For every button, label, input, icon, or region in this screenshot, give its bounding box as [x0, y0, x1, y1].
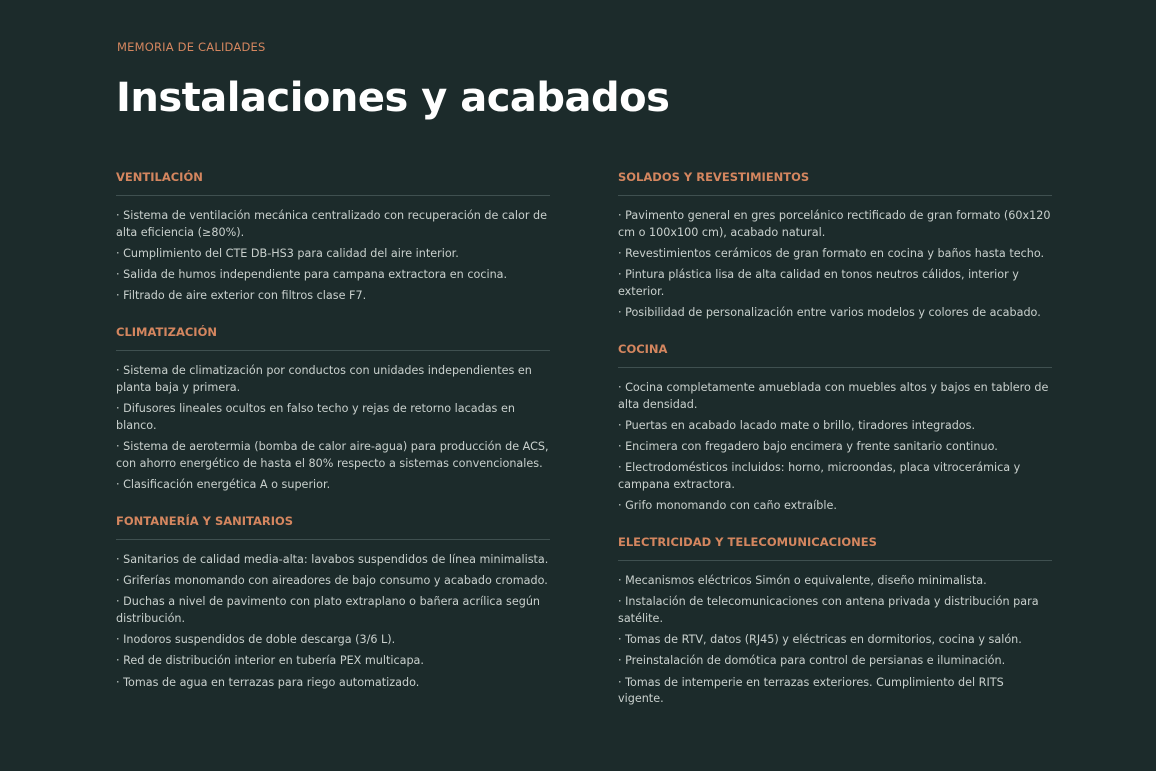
list-item: · Electrodomésticos incluidos: horno, microondas, placa vitrocerámica y campana extractora. [618, 461, 1021, 492]
list-item: · Revestimientos cerámicos de gran formato en cocina y baños hasta techo. [618, 246, 1045, 260]
list-item: · Difusores lineales ocultos en falso techo y rejas de retorno lacadas en blanco. [116, 402, 515, 432]
list-item: · Griferías monomando con aireadores de bajo consumo y acabado cromado. [116, 574, 548, 588]
section-title: SOLADOS Y REVESTIMIENTOS [618, 169, 1052, 196]
section-title: CLIMATIZACIÓN [116, 324, 550, 351]
list-item: · Inodoros suspendidos de doble descarga (3/6 L). [116, 633, 396, 647]
section-solados [618, 169, 1052, 322]
list-item: · Cumplimiento del CTE DB-HS3 para calidad del aire interior. [116, 246, 459, 260]
eyebrow-label: MEMORIA DE CALIDADES [117, 40, 266, 54]
right-column [618, 169, 1052, 708]
page-title: Instalaciones y acabados [116, 75, 670, 121]
section-list [116, 363, 550, 494]
list-item: · Pintura plástica lisa de alta calidad en tonos neutros cálidos, interior y exterior. [618, 268, 1019, 298]
list-item: · Encimera con fregadero bajo encimera y frente sanitario continuo. [618, 440, 998, 454]
section-title: VENTILACIÓN [116, 169, 550, 196]
section-ventilacion [116, 169, 550, 305]
list-item: · Tomas de agua en terrazas para riego automatizado. [116, 675, 420, 689]
section-list [618, 573, 1052, 708]
list-item: · Sistema de ventilación mecánica centralizado con recuperación de calor de alta eficiencia (≥80%). [116, 209, 547, 239]
section-electricidad [618, 534, 1052, 708]
list-item: · Salida de humos independiente para campana extractora en cocina. [116, 268, 508, 282]
list-item: · Duchas a nivel de pavimento con plato extraplano o bañera acrílica según distribución. [116, 595, 540, 626]
section-list [116, 552, 550, 692]
list-item: · Sistema de aerotermia (bomba de calor aire-agua) para producción de ACS, con ahorro energético de hasta el 80% respecto a sistemas convencionales. [116, 440, 549, 470]
list-item: · Pavimento general en gres porcelánico rectificado de gran formato (60x120 cm o 100x100 cm), acabado natural. [618, 209, 1051, 239]
list-item: · Tomas de RTV, datos (RJ45) y eléctricas en dormitorios, cocina y salón. [618, 633, 1022, 647]
list-item: · Sanitarios de calidad media-alta: lavabos suspendidos de línea minimalista. [116, 552, 549, 566]
section-title: COCINA [618, 341, 1052, 368]
list-item: · Mecanismos eléctricos Simón o equivalente, diseño minimalista. [618, 574, 987, 588]
section-fontaneria [116, 513, 550, 692]
section-list [618, 208, 1052, 322]
list-item: · Instalación de telecomunicaciones con antena privada y distribución para satélite. [618, 595, 1039, 626]
list-item: · Preinstalación de domótica para control de persianas e iluminación. [618, 654, 1006, 668]
section-climatizacion [116, 324, 550, 494]
list-item: · Cocina completamente amueblada con muebles altos y bajos en tablero de alta densidad. [618, 380, 1049, 411]
list-item: · Filtrado de aire exterior con filtros clase F7. [116, 289, 367, 303]
list-item: · Tomas de intemperie en terrazas exteriores. Cumplimiento del RITS vigente. [618, 675, 1004, 706]
list-item: · Clasificación energética A o superior. [116, 478, 331, 492]
section-title: FONTANERÍA Y SANITARIOS [116, 513, 550, 540]
list-item: · Posibilidad de personalización entre varios modelos y colores de acabado. [618, 306, 1041, 320]
section-title: ELECTRICIDAD Y TELECOMUNICACIONES [618, 534, 1052, 561]
list-item: · Red de distribución interior en tubería PEX multicapa. [116, 654, 424, 668]
left-column [116, 169, 550, 691]
list-item: · Grifo monomando con caño extraíble. [618, 499, 837, 513]
section-list [618, 380, 1052, 515]
list-item: · Puertas en acabado lacado mate o brillo, tiradores integrados. [618, 418, 976, 432]
section-cocina [618, 341, 1052, 515]
list-item: · Sistema de climatización por conductos con unidades independientes en planta baja y primera. [116, 364, 532, 394]
section-list [116, 208, 550, 305]
